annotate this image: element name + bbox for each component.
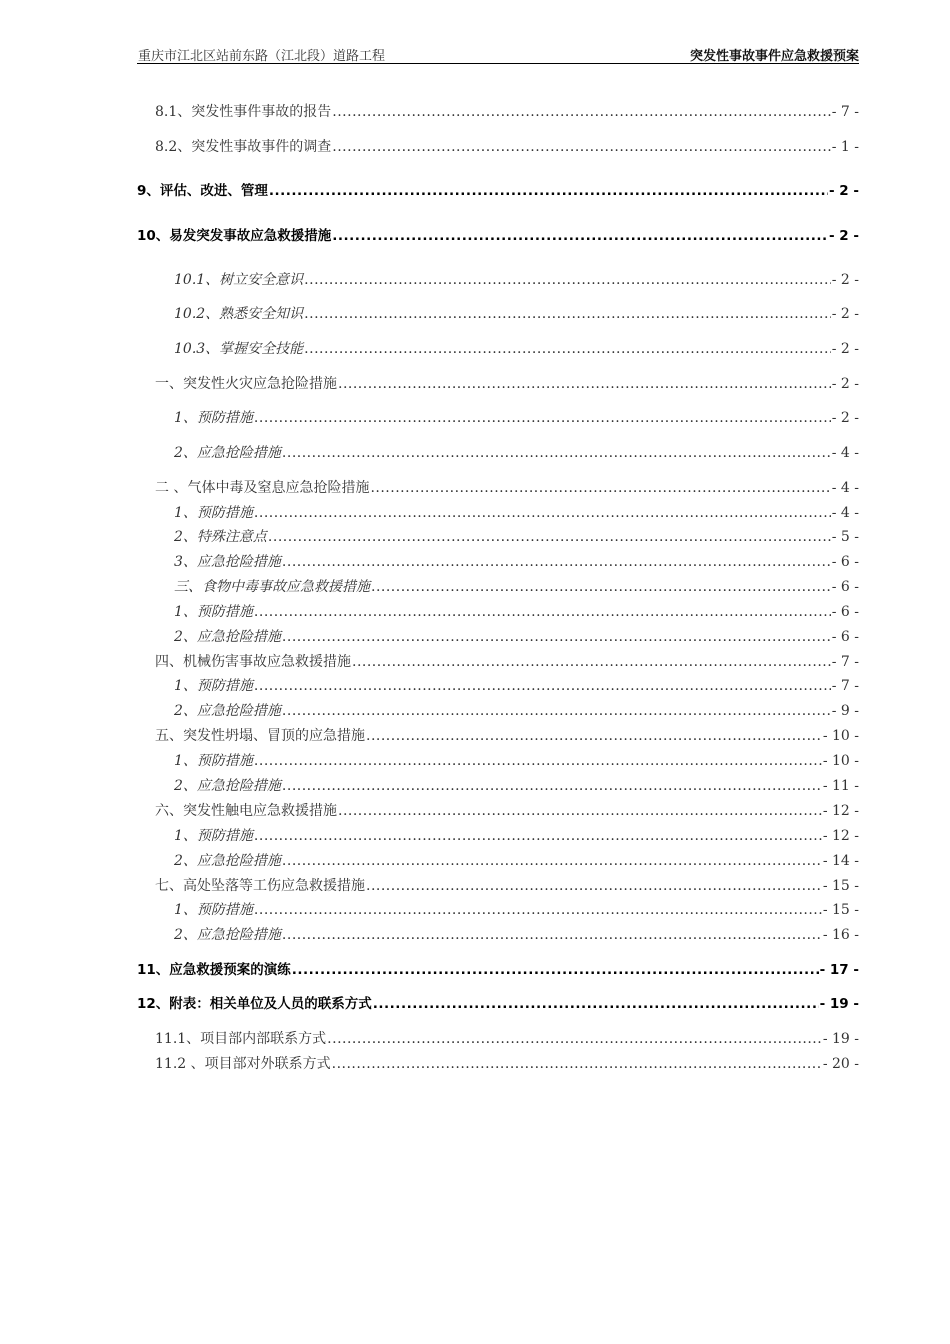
toc-leader <box>268 528 831 546</box>
toc-leader <box>338 802 822 820</box>
toc-entry-page: - 16 - <box>822 927 859 943</box>
toc-entry-page: - 2 - <box>831 306 859 322</box>
toc-entry[interactable] <box>174 409 859 427</box>
toc-entry-page: - 7 - <box>831 104 859 120</box>
toc-entry[interactable] <box>174 504 859 522</box>
toc-leader <box>338 375 831 393</box>
toc-entry[interactable] <box>137 961 859 979</box>
toc-entry[interactable] <box>155 877 859 895</box>
toc-entry[interactable] <box>155 653 859 671</box>
toc-leader <box>282 553 831 571</box>
toc-entry[interactable] <box>174 528 859 546</box>
toc-entry-page: - 5 - <box>831 529 859 545</box>
toc-entry-page: - 7 - <box>831 654 859 670</box>
toc-entry-title: 1、预防措施 <box>174 828 253 844</box>
toc-entry-title: 2、应急抢险措施 <box>174 927 281 943</box>
toc-leader <box>254 677 831 695</box>
toc-leader <box>282 852 822 870</box>
toc-entry-page: - 6 - <box>831 604 859 620</box>
toc-leader <box>282 702 831 720</box>
toc-leader <box>269 182 828 200</box>
toc-leader <box>371 578 831 596</box>
toc-entry[interactable] <box>174 901 859 919</box>
toc-entry-title: 1、预防措施 <box>174 678 253 694</box>
toc-leader <box>254 409 831 427</box>
toc-entry-page: - 2 - <box>831 272 859 288</box>
toc-entry-page: - 4 - <box>831 480 859 496</box>
toc-leader <box>254 827 822 845</box>
toc-leader <box>370 479 830 497</box>
toc-entry[interactable] <box>174 553 859 571</box>
toc-entry[interactable] <box>155 802 859 820</box>
toc-entry-page: - 12 - <box>822 803 859 819</box>
toc-entry-title: 1、预防措施 <box>174 410 253 426</box>
toc-leader <box>282 444 831 462</box>
toc-entry-title: 11.1、项目部内部联系方式 <box>155 1031 327 1047</box>
toc-entry[interactable] <box>174 444 859 462</box>
toc-leader <box>254 901 822 919</box>
toc-entry-page: - 6 - <box>831 554 859 570</box>
toc-leader <box>282 628 831 646</box>
toc-entry-page: - 7 - <box>831 678 859 694</box>
toc-entry-page: - 2 - <box>831 410 859 426</box>
toc-entry-title: 10.3、掌握安全技能 <box>174 341 304 357</box>
toc-leader <box>282 777 822 795</box>
project-name: 重庆市江北区站前东路（江北段）道路工程 <box>138 49 386 64</box>
toc-leader <box>254 603 831 621</box>
toc-entry[interactable] <box>174 271 859 289</box>
toc-entry-title: 11、应急救援预案的演练 <box>137 962 291 978</box>
toc-entry[interactable] <box>174 578 859 596</box>
toc-entry-title: 三、食物中毒事故应急救援措施 <box>174 579 370 595</box>
toc-entry-title: 11.2 、项目部对外联系方式 <box>155 1056 331 1072</box>
toc-entry-page: - 15 - <box>822 878 859 894</box>
toc-leader <box>304 271 831 289</box>
toc-entry-title: 9、评估、改进、管理 <box>137 183 268 199</box>
toc-leader <box>304 305 831 323</box>
toc-entry-title: 2、应急抢险措施 <box>174 445 281 461</box>
toc-entry[interactable] <box>174 827 859 845</box>
toc-entry[interactable] <box>174 926 859 944</box>
toc-entry[interactable] <box>155 103 859 121</box>
toc-entry-title: 1、预防措施 <box>174 604 253 620</box>
toc-entry-page: - 11 - <box>822 778 859 794</box>
toc-entry-page: - 6 - <box>831 629 859 645</box>
toc-leader <box>366 727 822 745</box>
toc-leader <box>254 752 822 770</box>
toc-entry[interactable] <box>155 1030 859 1048</box>
toc-leader <box>332 138 830 156</box>
toc-entry-page: - 15 - <box>822 902 859 918</box>
toc-entry[interactable] <box>174 777 859 795</box>
toc-leader <box>254 504 831 522</box>
toc-entry[interactable] <box>174 340 859 358</box>
toc-leader <box>332 1055 822 1073</box>
toc-entry-title: 10、易发突发事故应急救援措施 <box>137 228 332 244</box>
toc-entry-title: 2、应急抢险措施 <box>174 703 281 719</box>
toc-entry-title: 1、预防措施 <box>174 753 253 769</box>
toc-entry-title: 12、附表：相关单位及人员的联系方式 <box>137 996 372 1012</box>
toc-entry-title: 六、突发性触电应急救援措施 <box>155 803 337 819</box>
toc-entry-page: - 4 - <box>831 505 859 521</box>
toc-entry-page: - 10 - <box>822 728 859 744</box>
toc-entry[interactable] <box>174 752 859 770</box>
toc-entry-title: 2、应急抢险措施 <box>174 629 281 645</box>
toc-entry[interactable] <box>155 138 859 156</box>
toc-entry-title: 3、应急抢险措施 <box>174 554 281 570</box>
toc-entry[interactable] <box>174 702 859 720</box>
toc-entry[interactable] <box>174 852 859 870</box>
toc-entry[interactable] <box>174 603 859 621</box>
toc-entry-title: 1、预防措施 <box>174 505 253 521</box>
toc-entry[interactable] <box>174 628 859 646</box>
toc-leader <box>332 227 828 245</box>
toc-entry-page: - 17 - <box>819 962 859 978</box>
toc-entry[interactable] <box>174 305 859 323</box>
toc-entry[interactable] <box>137 182 859 200</box>
toc-entry-page: - 19 - <box>819 996 859 1012</box>
toc-leader <box>352 653 831 671</box>
toc-entry-page: - 12 - <box>822 828 859 844</box>
toc-entry-page: - 19 - <box>822 1031 859 1047</box>
toc-leader <box>304 340 831 358</box>
toc-entry[interactable] <box>137 995 859 1013</box>
toc-entry-page: - 2 - <box>829 228 859 244</box>
toc-entry-page: - 1 - <box>831 139 859 155</box>
toc-entry-page: - 6 - <box>831 579 859 595</box>
toc-leader <box>282 926 822 944</box>
toc-entry-title: 10.2、熟悉安全知识 <box>174 306 304 322</box>
toc-entry-title: 2、应急抢险措施 <box>174 778 281 794</box>
toc-leader <box>332 103 830 121</box>
toc-entry-title: 七、高处坠落等工伤应急救援措施 <box>155 878 365 894</box>
toc-entry-title: 1、预防措施 <box>174 902 253 918</box>
page-header <box>137 44 859 64</box>
toc-entry[interactable] <box>174 677 859 695</box>
toc-entry-title: 2、应急抢险措施 <box>174 853 281 869</box>
toc-entry-title: 10.1、树立安全意识 <box>174 272 304 288</box>
toc-entry-title: 8.1、突发性事件事故的报告 <box>155 104 332 120</box>
toc-leader <box>366 877 822 895</box>
toc-entry-title: 2、特殊注意点 <box>174 529 267 545</box>
toc-entry-title: 二 、气体中毒及窒息应急抢险措施 <box>155 480 370 496</box>
document-title: 突发性事故事件应急救援预案 <box>689 49 859 64</box>
toc-entry[interactable] <box>155 375 859 393</box>
toc-entry-page: - 20 - <box>822 1056 859 1072</box>
toc-leader <box>292 961 819 979</box>
toc-entry-page: - 2 - <box>831 376 859 392</box>
toc-leader <box>373 995 819 1013</box>
toc-entry-page: - 2 - <box>831 341 859 357</box>
toc-entry-title: 四、机械伤害事故应急救援措施 <box>155 654 351 670</box>
toc-entry-page: - 2 - <box>829 183 859 199</box>
toc-entry[interactable] <box>155 1055 859 1073</box>
toc-entry[interactable] <box>155 479 859 497</box>
toc-entry-page: - 4 - <box>831 445 859 461</box>
toc-entry[interactable] <box>137 227 859 245</box>
toc-entry-page: - 14 - <box>822 853 859 869</box>
toc-entry[interactable] <box>155 727 859 745</box>
toc-leader <box>327 1030 822 1048</box>
toc-entry-title: 五、突发性坍塌、冒顶的应急措施 <box>155 728 365 744</box>
toc-entry-page: - 10 - <box>822 753 859 769</box>
toc-entry-title: 一、突发性火灾应急抢险措施 <box>155 376 337 392</box>
toc-entry-title: 8.2、突发性事故事件的调查 <box>155 139 332 155</box>
toc-entry-page: - 9 - <box>831 703 859 719</box>
